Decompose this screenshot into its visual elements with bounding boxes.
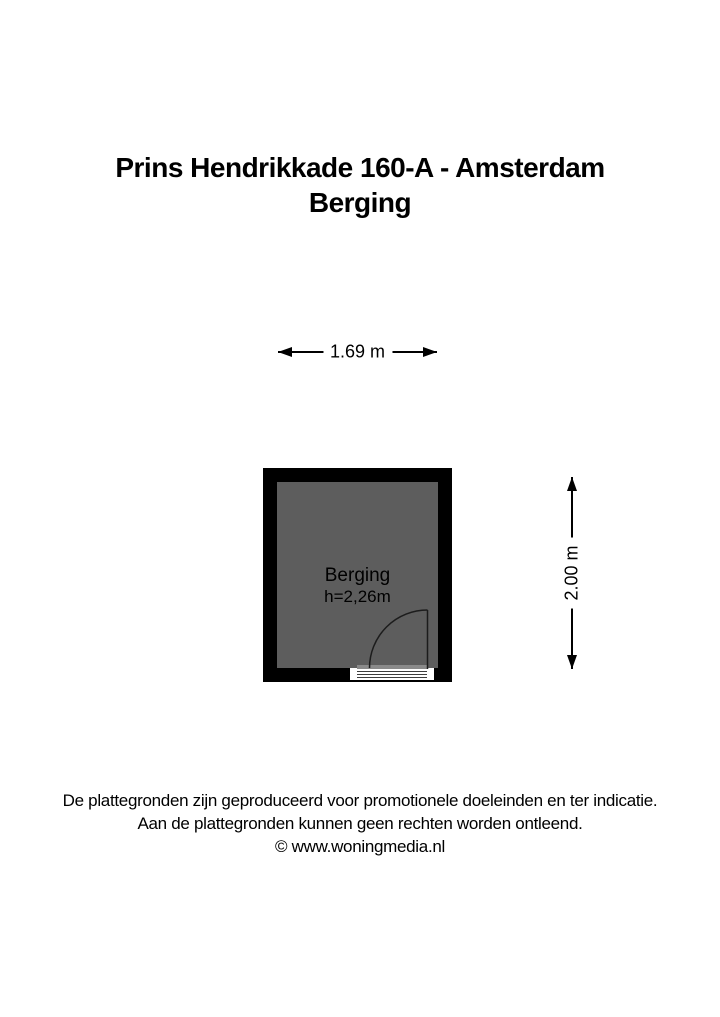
height-dimension <box>563 477 581 669</box>
door-jamb-right <box>427 668 434 680</box>
arrow-right-icon <box>423 347 437 357</box>
room-name-label: Berging <box>324 565 391 586</box>
title-address: Prins Hendrikkade 160-A - Amsterdam <box>115 152 605 183</box>
arrow-up-icon <box>567 477 577 491</box>
arrow-down-icon <box>567 655 577 669</box>
footer-disclaimer <box>0 789 720 858</box>
room-ceiling-height-label: h=2,26m <box>324 587 391 606</box>
room-labels <box>263 564 452 607</box>
title-room-type: Berging <box>308 187 412 218</box>
arrow-left-icon <box>278 347 292 357</box>
copyright-line: © www.woningmedia.nl <box>275 837 445 856</box>
door-swing-arc <box>370 610 428 668</box>
page-title <box>0 150 720 220</box>
floorplan-room <box>263 468 452 682</box>
disclaimer-line-1: De plattegronden zijn geproduceerd voor promotionele doeleinden en ter indicatie. <box>62 791 658 810</box>
width-dimension <box>278 343 437 360</box>
door-jamb-left <box>350 668 357 680</box>
threshold-shadow <box>357 665 427 669</box>
height-dimension-label: 2.00 m <box>562 537 583 608</box>
width-dimension-label: 1.69 m <box>323 341 392 362</box>
disclaimer-line-2: Aan de plattegronden kunnen geen rechten worden ontleend. <box>137 814 583 833</box>
